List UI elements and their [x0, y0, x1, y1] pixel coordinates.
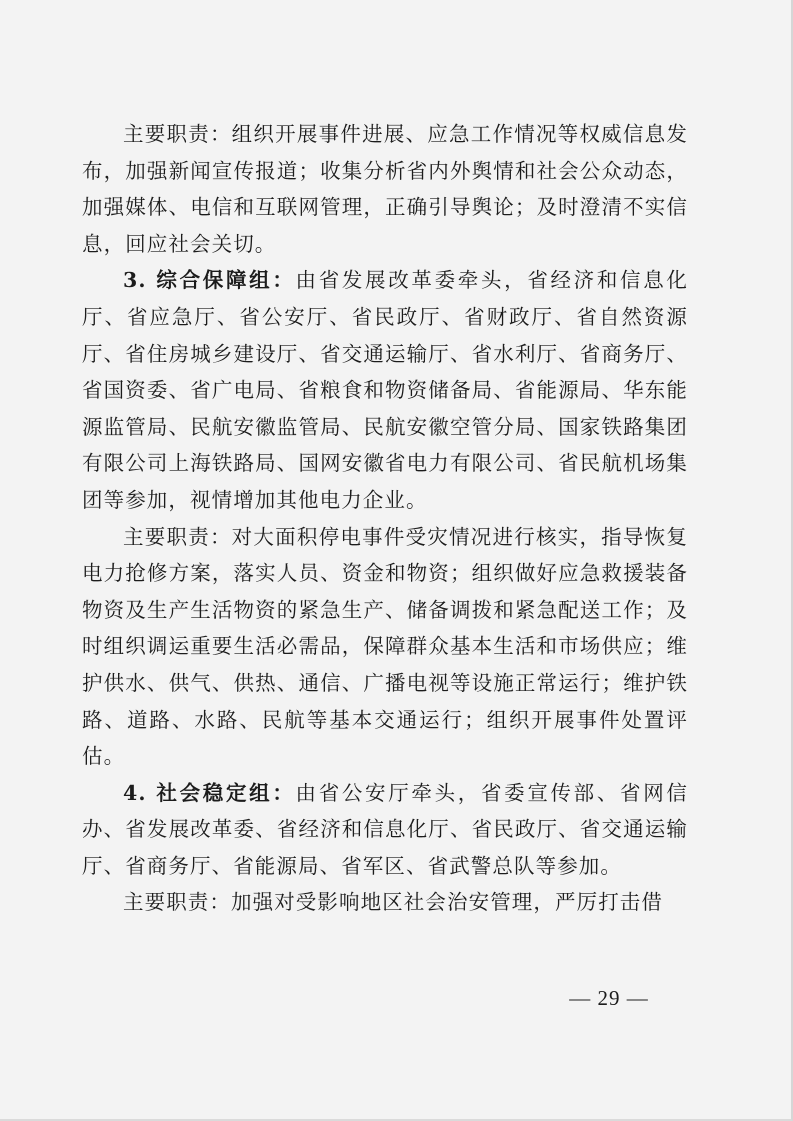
paragraph-text: 主要职责：组织开展事件进展、应急工作情况等权威信息发布，加强新闻宣传报道；收集分析省内外舆情和社会公众动态，加强媒体、电信和互联网管理，正确引导舆论；及时澄清不实信息，回应社会关切。 — [82, 122, 688, 256]
document-body — [82, 116, 688, 921]
paragraph-publicity-duties — [82, 116, 688, 262]
paragraph-text: 由省发展改革委牵头，省经济和信息化厅、省应急厅、省公安厅、省民政厅、省财政厅、省自然资源厅、省住房城乡建设厅、省交通运输厅、省水利厅、省商务厅、省国资委、省广电局、省粮食和物资储备局、省能源局、华东能源监管局、民航安徽监管局、民航安徽空管分局、国家铁路集团有限公司上海铁路局、国网安徽省电力有限公司、省民航机场集团等参加，视情增加其他电力企业。 — [82, 268, 689, 512]
paragraph-text: 主要职责：加强对受影响地区社会治安管理，严厉打击借 — [123, 890, 663, 915]
paragraph-text: 主要职责：对大面积停电事件受灾情况进行核实，指导恢复电力抢修方案，落实人员、资金和物资；组织做好应急救援装备物资及生产生活物资的紧急生产、储备调拨和紧急配送工作；及时组织调运重要生活必需品，保障群众基本生活和市场供应；维护供水、供气、供热、通信、广播电视等设施正常运行；维护铁路、道路、水路、民航等基本交通运行；组织开展事件处置评估。 — [82, 524, 688, 769]
section-heading-social-stability: 4. 社会稳定组： — [123, 780, 296, 805]
paragraph-stability-duties — [82, 884, 688, 921]
paragraph-social-stability-group — [82, 775, 688, 885]
paragraph-comprehensive-support-group — [82, 262, 688, 518]
paragraph-support-duties — [82, 519, 688, 775]
paragraph-text: 由省公安厅牵头，省委宣传部、省网信办、省发展改革委、省经济和信息化厅、省民政厅、省交通运输厅、省商务厅、省能源局、省军区、省武警总队等参加。 — [82, 780, 689, 878]
page-number: — 29 — — [569, 986, 649, 1010]
section-heading-comprehensive-support: 3. 综合保障组： — [123, 268, 296, 293]
